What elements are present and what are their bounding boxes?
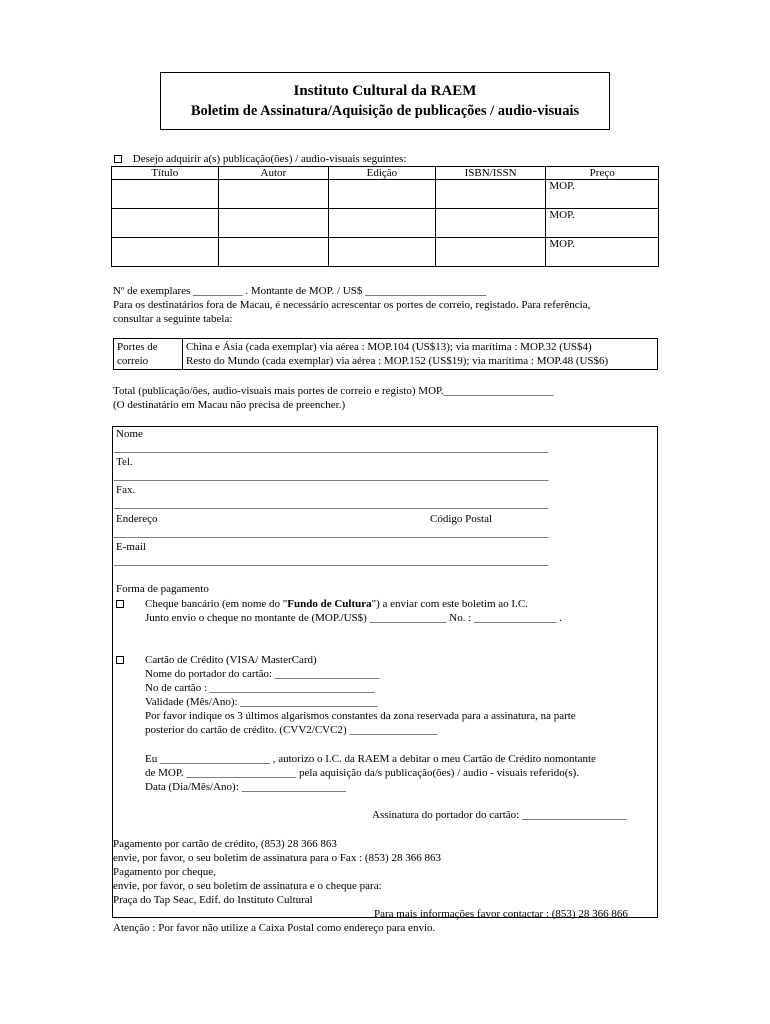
- cheque-amount-line[interactable]: Junto envio o cheque no montante de (MOP./US$) ______________ No. : _______________ .: [145, 612, 563, 624]
- cardholder-signature[interactable]: Assinatura do portador do cartão: ___________________: [372, 809, 627, 821]
- fax-label: Fax.: [116, 484, 136, 496]
- shipping-rates: [183, 339, 658, 370]
- instruction-card: Pagamento por cartão de crédito, (853) 28 366 863: [113, 838, 337, 850]
- order-intro-text: Desejo adquirir a(s) publicação(ões) / audio-visuais seguintes:: [132, 153, 407, 165]
- name-field[interactable]: _______________________________________________________________________________: [114, 442, 549, 454]
- col-title: Título: [112, 167, 219, 180]
- cell-edition[interactable]: [329, 180, 436, 209]
- postage-note-2: consultar a seguinte tabela:: [113, 313, 233, 325]
- col-edition: Edição: [329, 167, 436, 180]
- credit-card-checkbox[interactable]: [116, 656, 124, 664]
- order-intro: [114, 152, 406, 166]
- fund-name: Fundo de Cultura: [287, 598, 372, 610]
- authorization-line-1[interactable]: Eu ____________________ , autorizo o I.C. da RAEM a debitar o meu Cartão de Crédito nomontante: [145, 753, 596, 765]
- tel-field[interactable]: _______________________________________________________________________________: [114, 470, 549, 482]
- col-isbn: ISBN/ISSN: [435, 167, 546, 180]
- cell-title[interactable]: [112, 209, 219, 238]
- cell-price[interactable]: MOP.: [546, 209, 659, 238]
- cell-isbn[interactable]: [435, 180, 546, 209]
- payment-heading: Forma de pagamento: [116, 583, 209, 595]
- shipping-rate-asia: China e Ásia (cada exemplar) via aérea : MOP.104 (US$13); via marítima : MOP.32 (US$4): [186, 341, 592, 353]
- postal-code-label: Código Postal: [430, 513, 493, 525]
- footer-note: Atenção : Por favor não utilize a Caixa Postal como endereço para envio.: [113, 922, 436, 934]
- table-row: [112, 238, 659, 267]
- table-row: [112, 209, 659, 238]
- cell-title[interactable]: [112, 180, 219, 209]
- shipping-label-line: Portes de: [117, 341, 158, 353]
- publications-table: [111, 166, 659, 267]
- cell-price[interactable]: MOP.: [546, 180, 659, 209]
- shipping-rate-world: Resto do Mundo (cada exemplar) via aérea : MOP.152 (US$19); via marítima : MOP.48 (US$6): [186, 355, 609, 367]
- order-checkbox[interactable]: [114, 155, 122, 163]
- cheque-checkbox[interactable]: [116, 600, 124, 608]
- card-number-field[interactable]: No de cartão : ______________________________: [145, 682, 375, 694]
- shipping-label: [114, 339, 183, 370]
- instruction-cheque-send: envie, por favor, o seu boletim de assinatura e o cheque para:: [113, 880, 382, 892]
- address-label: Endereço: [116, 513, 158, 525]
- quantity-line[interactable]: Nº de exemplares _________ . Montante de MOP. / US$ ______________________: [113, 285, 487, 297]
- table-row: [112, 180, 659, 209]
- total-note: (O destinatário em Macau não precisa de preencher.): [113, 399, 346, 411]
- card-cvv-note: Por favor indique os 3 últimos algarismos constantes da zona reservada para a assinatura, na parte: [145, 710, 576, 722]
- shipping-label-line: correio: [117, 355, 149, 367]
- fax-field[interactable]: _______________________________________________________________________________: [114, 498, 549, 510]
- cell-author[interactable]: [218, 180, 329, 209]
- name-label: Nome: [116, 428, 143, 440]
- cell-author[interactable]: [218, 209, 329, 238]
- form-subtitle: Boletim de Assinatura/Aquisição de publicações / audio-visuais: [190, 103, 580, 119]
- card-validity-field[interactable]: Validade (Mês/Ano): _________________________: [145, 696, 378, 708]
- cheque-text: Cheque bancário (em nome do ": [145, 598, 288, 610]
- authorization-date[interactable]: Data (Dia/Mês/Ano): ___________________: [145, 781, 347, 793]
- cheque-option: [145, 597, 528, 611]
- info-contact: Para mais informações favor contactar : (853) 28 366 866: [374, 908, 628, 920]
- postage-note-1: Para os destinatários fora de Macau, é necessário acrescentar os portes de correio, registado. Para referência,: [113, 299, 591, 311]
- form-title: Instituto Cultural da RAEM: [293, 83, 477, 99]
- credit-card-title: Cartão de Crédito (VISA/ MasterCard): [145, 654, 317, 666]
- cell-edition[interactable]: [329, 209, 436, 238]
- instruction-fax: envie, por favor, o seu boletim de assinatura para o Fax : (853) 28 366 863: [113, 852, 441, 864]
- cheque-text-end: ") a enviar com este boletim ao I.C.: [371, 598, 528, 610]
- email-field[interactable]: _______________________________________________________________________________: [114, 555, 549, 567]
- card-holder-field[interactable]: Nome do portador do cartão: ___________________: [145, 668, 380, 680]
- instruction-address: Praça do Tap Seac, Edif. do Instituto Cultural: [113, 894, 313, 906]
- cell-isbn[interactable]: [435, 238, 546, 267]
- form-title-box: [160, 72, 610, 130]
- col-price: Preço: [546, 167, 659, 180]
- cell-edition[interactable]: [329, 238, 436, 267]
- instruction-cheque: Pagamento por cheque,: [113, 866, 216, 878]
- address-field[interactable]: _______________________________________________________________________________: [114, 527, 549, 539]
- tel-label: Tel.: [116, 456, 133, 468]
- card-cvv-field[interactable]: posterior do cartão de crédito. (CVV2/CVC2) ________________: [145, 724, 438, 736]
- col-author: Autor: [218, 167, 329, 180]
- email-label: E-mail: [116, 541, 146, 553]
- cell-price[interactable]: MOP.: [546, 238, 659, 267]
- total-line[interactable]: Total (publicação/ões, audio-visuais mais portes de correio e registo) MOP.____________________: [113, 385, 554, 397]
- cell-author[interactable]: [218, 238, 329, 267]
- shipping-table: [113, 338, 658, 370]
- cell-isbn[interactable]: [435, 209, 546, 238]
- authorization-line-2[interactable]: de MOP. ____________________ pela aquisição da/s publicação(ões) / audio - visuais referido(s).: [145, 767, 580, 779]
- cell-title[interactable]: [112, 238, 219, 267]
- table-header: [112, 167, 659, 180]
